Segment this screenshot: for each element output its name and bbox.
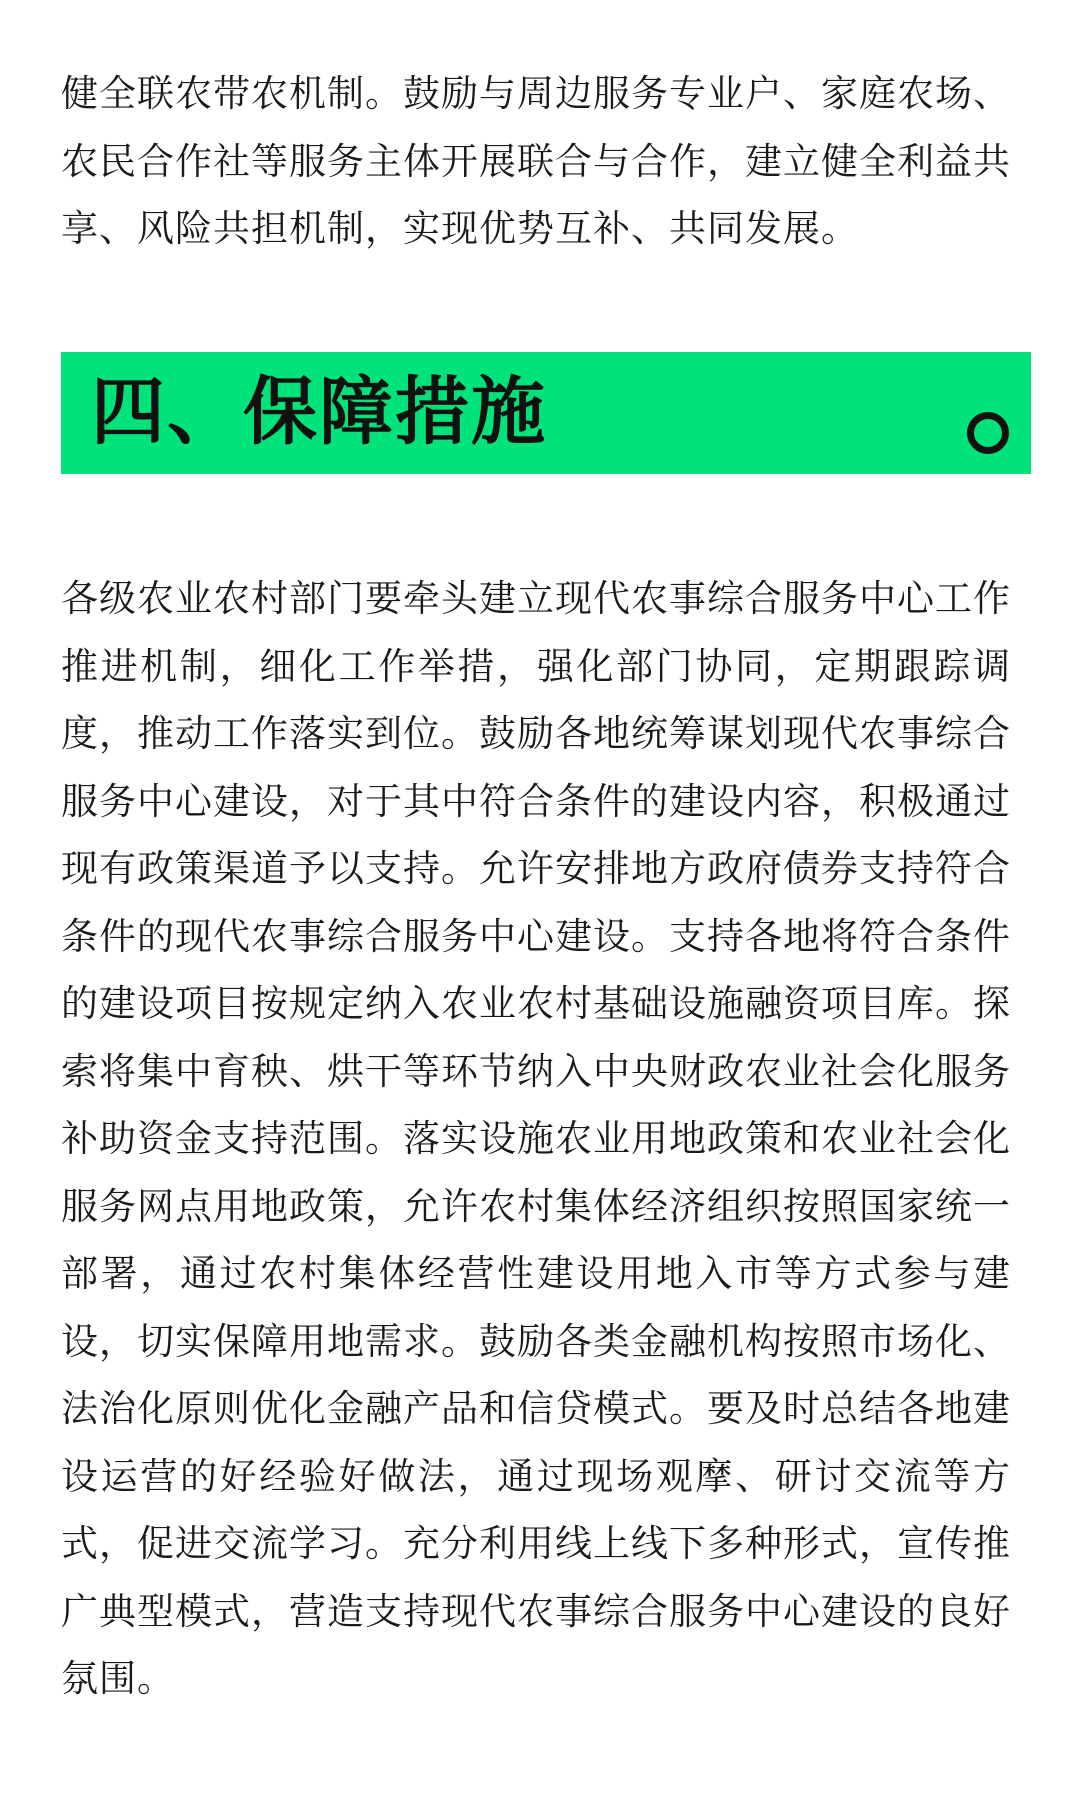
intro-paragraph: 健全联农带农机制。鼓励与周边服务专业户、家庭农场、农民合作社等服务主体开展联合与合作，建立健全利益共享、风险共担机制，实现优势互补、共同发展。: [61, 72, 1011, 250]
circle-icon: [967, 412, 1009, 454]
section-paragraph: 各级农业农村部门要牵头建立现代农事综合服务中心工作推进机制，细化工作举措，强化部门协同，定期跟踪调度，推动工作落实到位。鼓励各地统筹谋划现代农事综合服务中心建设，对于其中符合条件的建设内容，积极通过现有政策渠道予以支持。允许安排地方政府债券支持符合条件的现代农事综合服务中心建设。支持各地将符合条件的建设项目按规定纳入农业农村基础设施融资项目库。探索将集中育秧、烘干等环节纳入中央财政农业社会化服务补助资金支持范围。落实设施农业用地政策和农业社会化服务网点用地政策，允许农村集体经济组织按照国家统一部署，通过农村集体经营性建设用地入市等方式参与建设，切实保障用地需求。鼓励各类金融机构按照市场化、法治化原则优化金融产品和信贷模式。要及时总结各地建设运营的好经验好做法，通过现场观摩、研讨交流等方式，促进交流学习。充分利用线上线下多种形式，宣传推广典型模式，营造支持现代农事综合服务中心建设的良好氛围。: [61, 577, 1011, 1700]
section-title: 四、保障措施: [91, 369, 547, 455]
section-header-banner: [61, 352, 1031, 474]
